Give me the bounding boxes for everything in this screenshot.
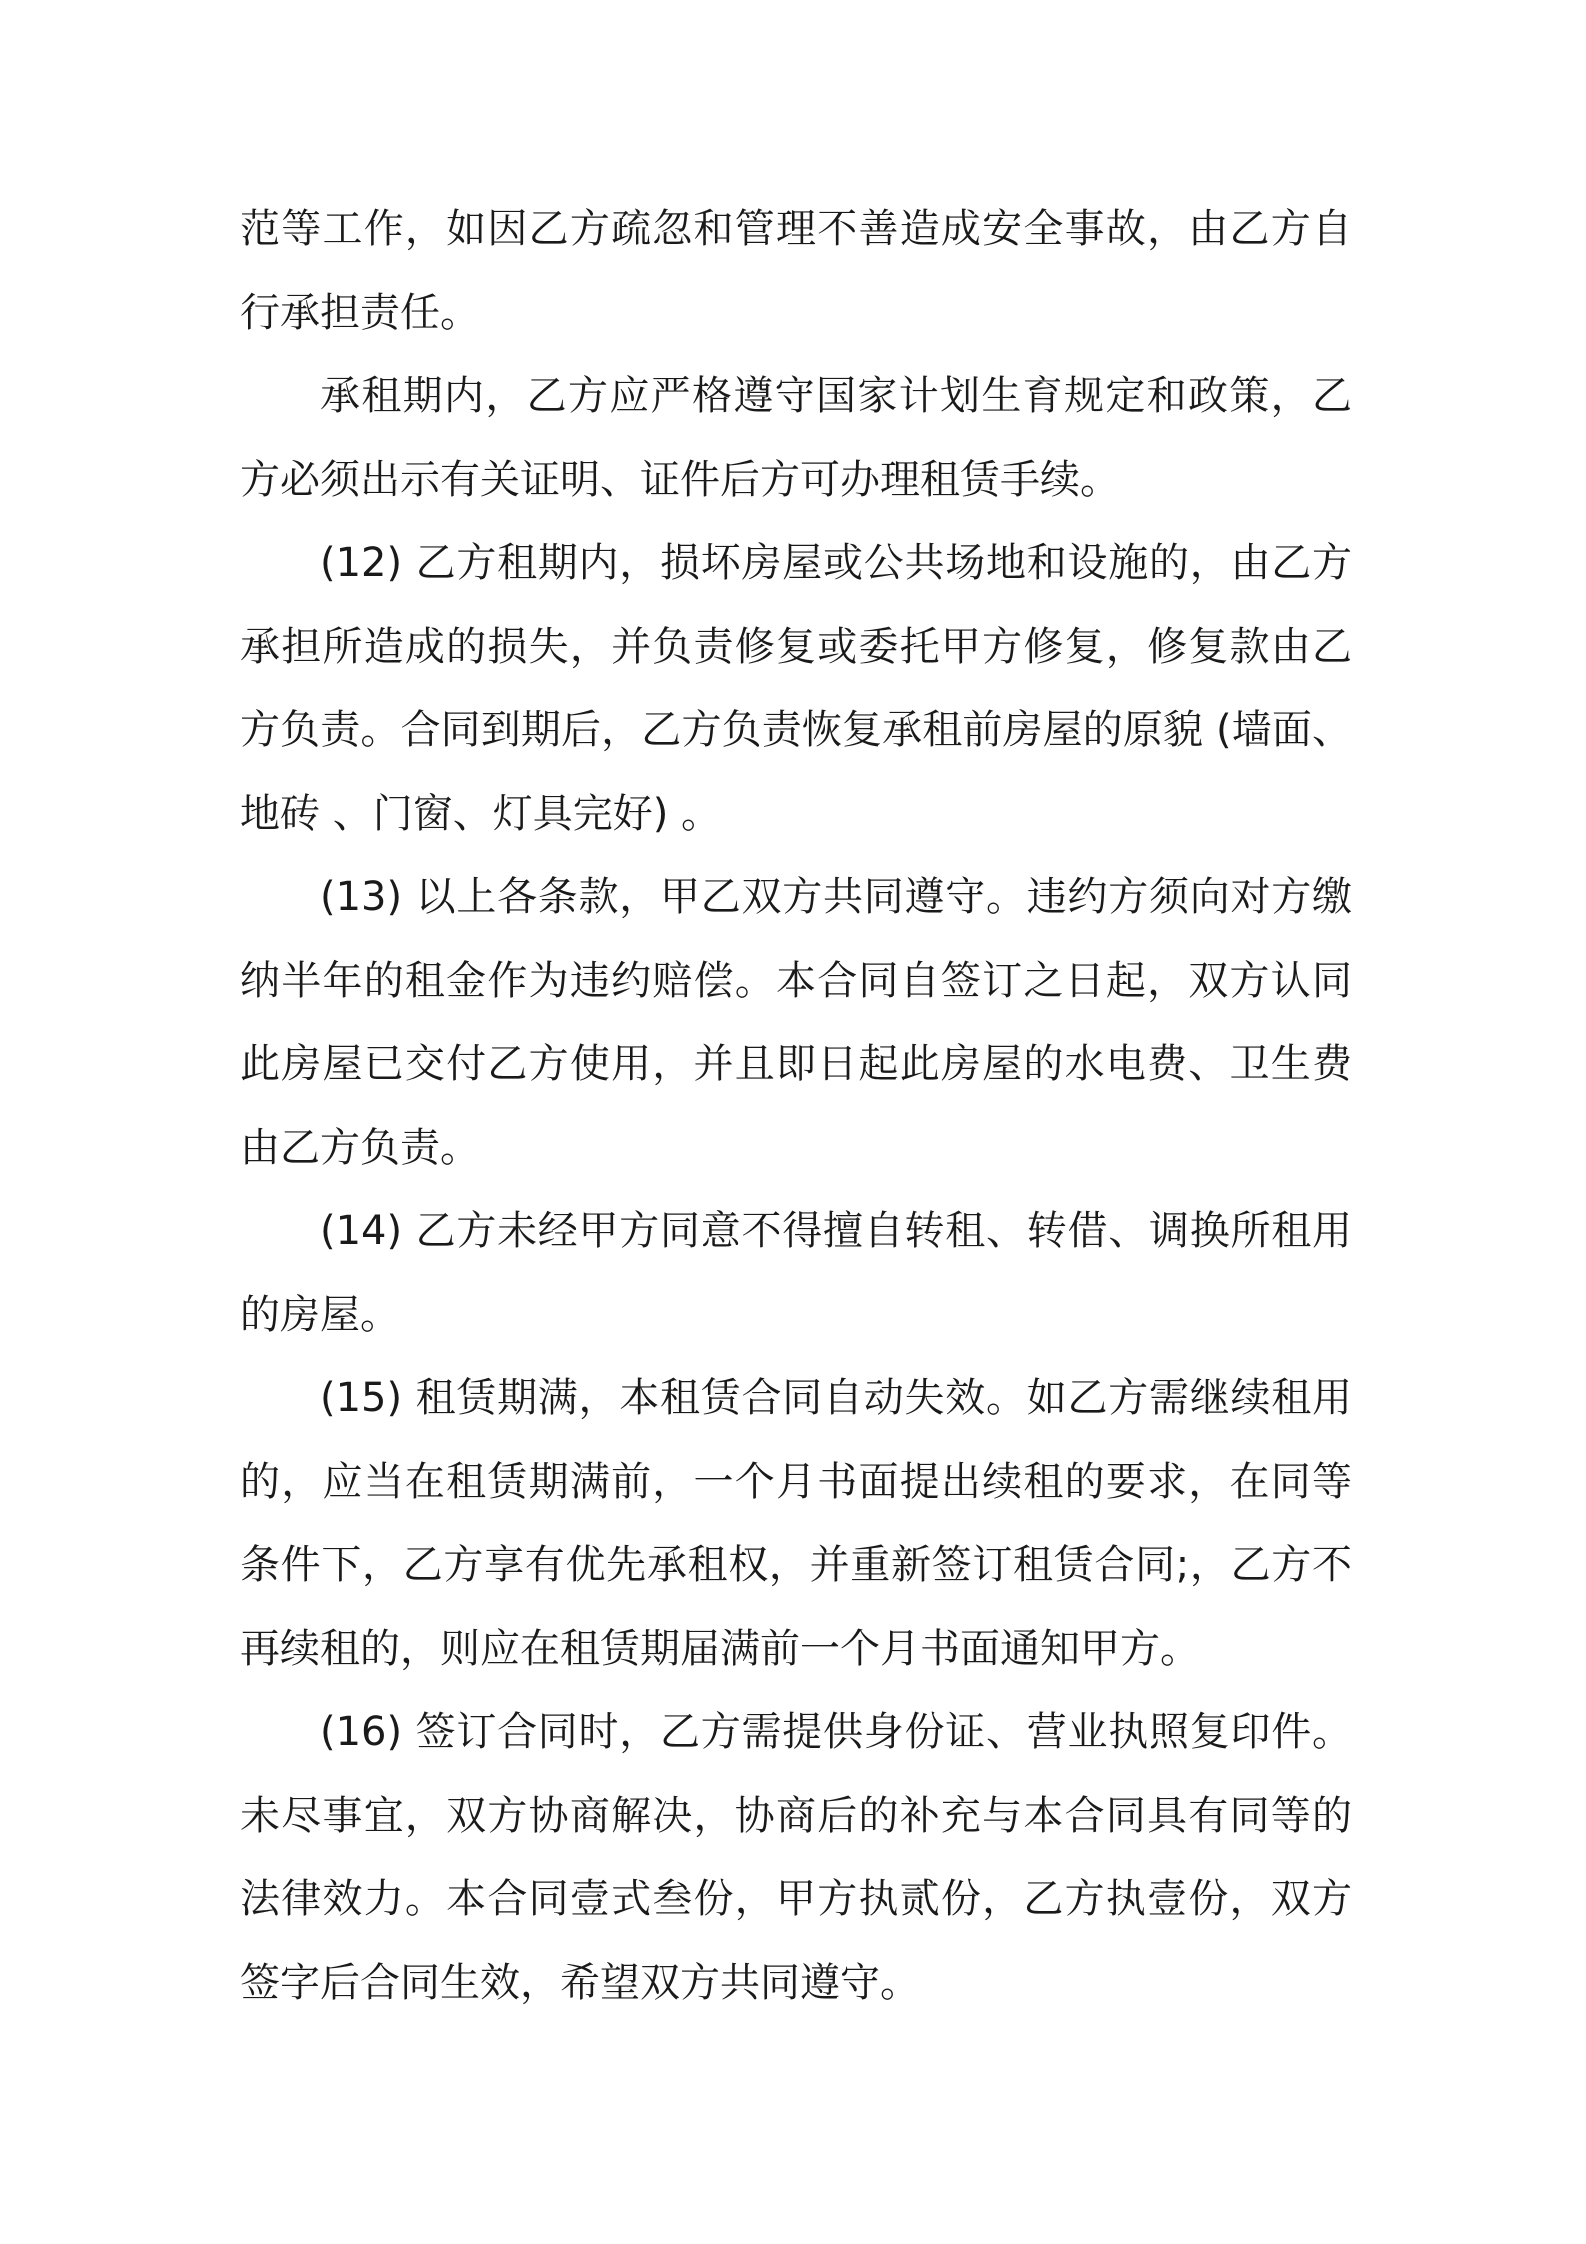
paragraph-continuation: 范等工作，如因乙方疏忽和管理不善造成安全事故，由乙方自行承担责任。 — [240, 206, 1352, 336]
paragraph-family-planning: 承租期内，乙方应严格遵守国家计划生育规定和政策，乙方必须出示有关证明、证件后方可办理租赁手续。 — [240, 373, 1352, 503]
paragraph-clause-13: (13) 以上各条款，甲乙双方共同遵守。违约方须向对方缴纳半年的租金作为违约赔偿。本合同自签订之日起，双方认同此房屋已交付乙方使用，并且即日起此房屋的水电费、卫生费由乙方负责。 — [240, 874, 1352, 1171]
paragraph-clause-14: (14) 乙方未经甲方同意不得擅自转租、转借、调换所租用的房屋。 — [240, 1208, 1352, 1338]
paragraph-clause-12: (12) 乙方租期内，损坏房屋或公共场地和设施的，由乙方承担所造成的损失，并负责修复或委托甲方修复，修复款由乙方负责。合同到期后，乙方负责恢复承租前房屋的原貌 (墙面、地砖 、门窗、灯具完好) 。 — [240, 540, 1352, 837]
paragraph-clause-16: (16) 签订合同时，乙方需提供身份证、营业执照复印件。未尽事宜，双方协商解决，协商后的补充与本合同具有同等的法律效力。本合同壹式叁份，甲方执贰份，乙方执壹份，双方签字后合同生效，希望双方共同遵守。 — [240, 1709, 1352, 2006]
document-body — [240, 188, 1352, 2025]
paragraph-clause-15: (15) 租赁期满，本租赁合同自动失效。如乙方需继续租用的，应当在租赁期满前，一个月书面提出续租的要求，在同等条件下，乙方享有优先承租权，并重新签订租赁合同;，乙方不再续租的，则应在租赁期届满前一个月书面通知甲方。 — [240, 1375, 1352, 1672]
